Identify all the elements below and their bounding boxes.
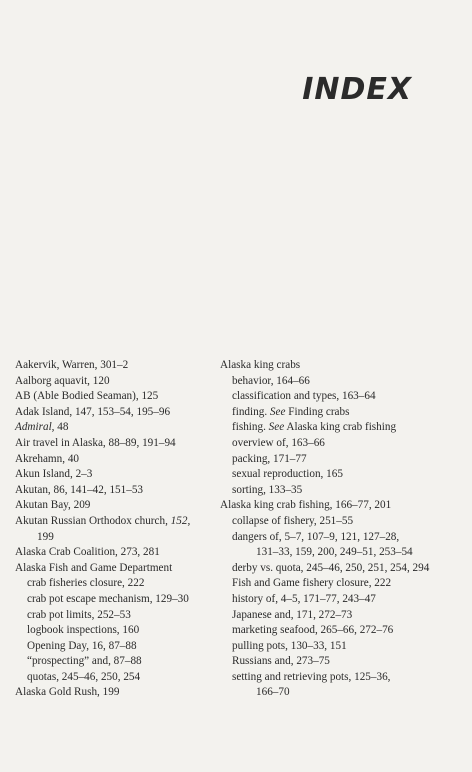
index-entry: sorting, 133–35: [232, 483, 303, 496]
index-entry: finding. See Finding crabs: [232, 405, 350, 418]
index-entry: Russians and, 273–75: [232, 655, 330, 668]
index-entry: logbook inspections, 160: [27, 624, 140, 637]
index-entry: Opening Day, 16, 87–88: [27, 639, 137, 652]
index-column-left: [15, 358, 215, 701]
index-entry: Japanese and, 171, 272–73: [232, 608, 353, 621]
index-entry: fishing. See Alaska king crab fishing: [232, 421, 397, 434]
index-entry: Alaska Fish and Game Department: [15, 561, 173, 574]
index-entry: marketing seafood, 265–66, 272–76: [232, 624, 394, 637]
index-column-right: [220, 358, 430, 701]
index-entry: behavior, 164–66: [232, 374, 310, 387]
index-entry: Alaska king crab fishing, 166–77, 201: [220, 499, 392, 512]
index-entry: Admiral, 48: [15, 421, 69, 434]
index-entry: quotas, 245–46, 250, 254: [27, 670, 141, 683]
index-entry: Akutan Bay, 209: [15, 499, 91, 512]
index-entry: 199: [37, 530, 54, 543]
index-title: INDEX: [302, 72, 412, 107]
index-entry: Akutan, 86, 141–42, 151–53: [15, 483, 144, 496]
index-entry: classification and types, 163–64: [232, 390, 376, 403]
index-entry: crab pot limits, 252–53: [27, 608, 131, 621]
index-entry: Aakervik, Warren, 301–2: [15, 359, 129, 371]
index-entry: AB (Able Bodied Seaman), 125: [15, 390, 159, 403]
index-entry: 131–33, 159, 200, 249–51, 253–54: [256, 546, 413, 559]
index-entry: setting and retrieving pots, 125–36,: [232, 670, 391, 683]
index-entry: dangers of, 5–7, 107–9, 121, 127–28,: [232, 530, 400, 543]
index-entry: collapse of fishery, 251–55: [232, 514, 354, 527]
index-entry: 166–70: [256, 686, 290, 699]
index-entry: crab pot escape mechanism, 129–30: [27, 592, 189, 605]
index-entry: packing, 171–77: [232, 452, 307, 465]
index-entry: history of, 4–5, 171–77, 243–47: [232, 592, 376, 605]
index-entry: Akun Island, 2–3: [15, 468, 93, 481]
index-entry: Aalborg aquavit, 120: [15, 374, 110, 387]
index-entry: Adak Island, 147, 153–54, 195–96: [15, 405, 171, 418]
index-entry: sexual reproduction, 165: [232, 468, 343, 481]
index-entry: Air travel in Alaska, 88–89, 191–94: [15, 436, 176, 449]
index-entry: crab fisheries closure, 222: [27, 577, 145, 590]
index-entry: derby vs. quota, 245–46, 250, 251, 254, 294: [232, 561, 430, 574]
index-entry: Alaska Gold Rush, 199: [15, 686, 120, 699]
index-entry: Fish and Game fishery closure, 222: [232, 577, 392, 590]
index-entry: Akrehamn, 40: [15, 452, 80, 465]
index-entry: Alaska Crab Coalition, 273, 281: [15, 546, 160, 559]
index-entry: Akutan Russian Orthodox church, 152,: [15, 514, 191, 527]
index-entry: pulling pots, 130–33, 151: [232, 639, 347, 652]
index-entry: Alaska king crabs: [220, 359, 301, 371]
index-entry: overview of, 163–66: [232, 436, 325, 449]
index-entry: “prospecting” and, 87–88: [27, 655, 142, 668]
